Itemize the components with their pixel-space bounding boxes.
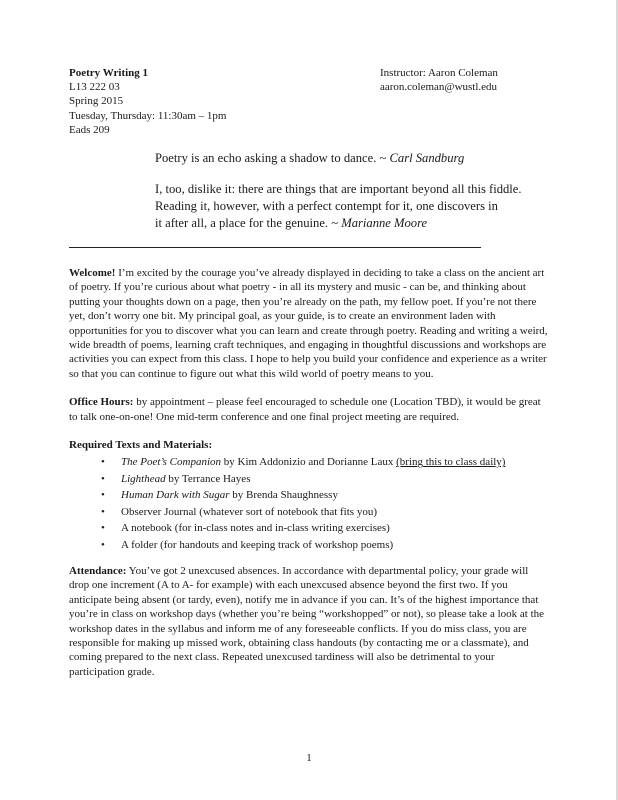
attendance-label: Attendance: [69, 564, 127, 577]
syllabus-body [69, 266, 549, 679]
item-text: Observer Journal (whatever sort of notebook that fits you) [121, 505, 377, 518]
attendance-paragraph [69, 564, 549, 679]
instructor-email: aaron.coleman@wustl.edu [380, 81, 498, 94]
divider-line [69, 247, 481, 248]
quote-line: I, too, dislike it: there are things that are important beyond all this fiddle. [155, 182, 522, 196]
item-text: A folder (for handouts and keeping track of workshop poems) [121, 538, 394, 551]
instructor-name: Instructor: Aaron Coleman [380, 67, 498, 79]
epigraph-sandburg [155, 150, 555, 167]
office-hours-label: Office Hours: [69, 396, 134, 409]
book-title: The Poet’s Companion [121, 456, 222, 469]
quote-attribution: Marianne Moore [341, 216, 428, 230]
bullet-icon: • [101, 505, 105, 518]
welcome-label: Welcome! [69, 267, 116, 279]
office-hours-text: by appointment – please feel encouraged to schedule one (Location TBD), it would be great to talk one-on-one! One mid-term conference and one final project meeting are required. [69, 396, 541, 423]
bullet-icon: • [101, 522, 105, 535]
bullet-icon: • [101, 472, 105, 485]
item-text: by Terrance Hayes [165, 472, 251, 485]
item-note: (bring this to class daily) [396, 456, 506, 469]
required-texts-section [69, 438, 549, 553]
attendance-text: You’ve got 2 unexcused absences. In accordance with departmental policy, your grade will drop one increment (A to A- for example) with each unexcused absence beyond the first two. If you anticipate being absent (or tardy, even), notify me in advance if you can. It’s of the highest importance that you’re in class on workshop days (whether you’re being “workshopped” or not), so please take a look at the workshop dates in the syllabus and inform me of any foreseeable conflicts. If you do miss class, you are responsible for making up missed work, obtaining class handouts (by contacting me or a classmate), and coming prepared to the next class. Repeated unexcused tardiness will also be detrimental to your participation grade. [69, 564, 545, 678]
list-item [101, 487, 549, 503]
course-schedule: Tuesday, Thursday: 11:30am – 1pm [69, 109, 227, 122]
list-item [101, 520, 549, 536]
office-hours-paragraph [69, 395, 549, 424]
item-text: by Brenda Shaughnessy [229, 489, 338, 502]
item-text: A notebook (for in-class notes and in-class writing exercises) [121, 522, 390, 535]
list-item [101, 454, 549, 470]
course-code: L13 222 03 [69, 81, 120, 94]
epigraph-moore [155, 181, 555, 232]
instructor-info [380, 66, 498, 94]
epigraphs [155, 150, 555, 232]
bullet-icon: • [101, 456, 105, 469]
bullet-icon: • [101, 489, 105, 502]
quote-line: Reading it, however, with a perfect contempt for it, one discovers in [155, 199, 498, 213]
list-item [101, 471, 549, 487]
list-item [101, 537, 549, 553]
quote-line: Poetry is an echo asking a shadow to dance. ~ [155, 151, 390, 165]
list-item [101, 504, 549, 520]
course-location: Eads 209 [69, 123, 110, 136]
bullet-icon: • [101, 538, 105, 551]
materials-list [69, 454, 549, 552]
item-text: by Kim Addonizio and Dorianne Laux [221, 456, 397, 469]
required-texts-heading: Required Texts and Materials: [69, 439, 213, 452]
welcome-text: I’m excited by the courage you’ve already displayed in deciding to take a class on the ancient art of poetry. If you’re curious about what poetry - in all its mystery and music - can be, and thinking about putting your thoughts down on a page, then you’re already on the path, my fellow poet. If you’re not there yet, don’t worry one bit. My principal goal, as your guide, is to create an environment laden with opportunities for you to discover what you can learn and create through poetry. Reading and writing a weird, wide breadth of poems, learning craft techniques, and engaging in thoughtful discussions and workshops are activities you can expect from this class. I hope to help you build your confidence and experience as a writer so that you can continue to figure out what this wild world of poetry means to you. [69, 267, 548, 380]
book-title: Human Dark with Sugar [121, 489, 230, 502]
course-info [69, 66, 226, 137]
course-title: Poetry Writing 1 [69, 67, 149, 79]
page-number: 1 [306, 752, 312, 764]
course-term: Spring 2015 [69, 95, 124, 108]
quote-line: it after all, a place for the genuine. ~ [155, 216, 342, 230]
book-title: Lighthead [121, 472, 166, 485]
quote-attribution: Carl Sandburg [389, 151, 465, 165]
welcome-paragraph [69, 266, 549, 381]
